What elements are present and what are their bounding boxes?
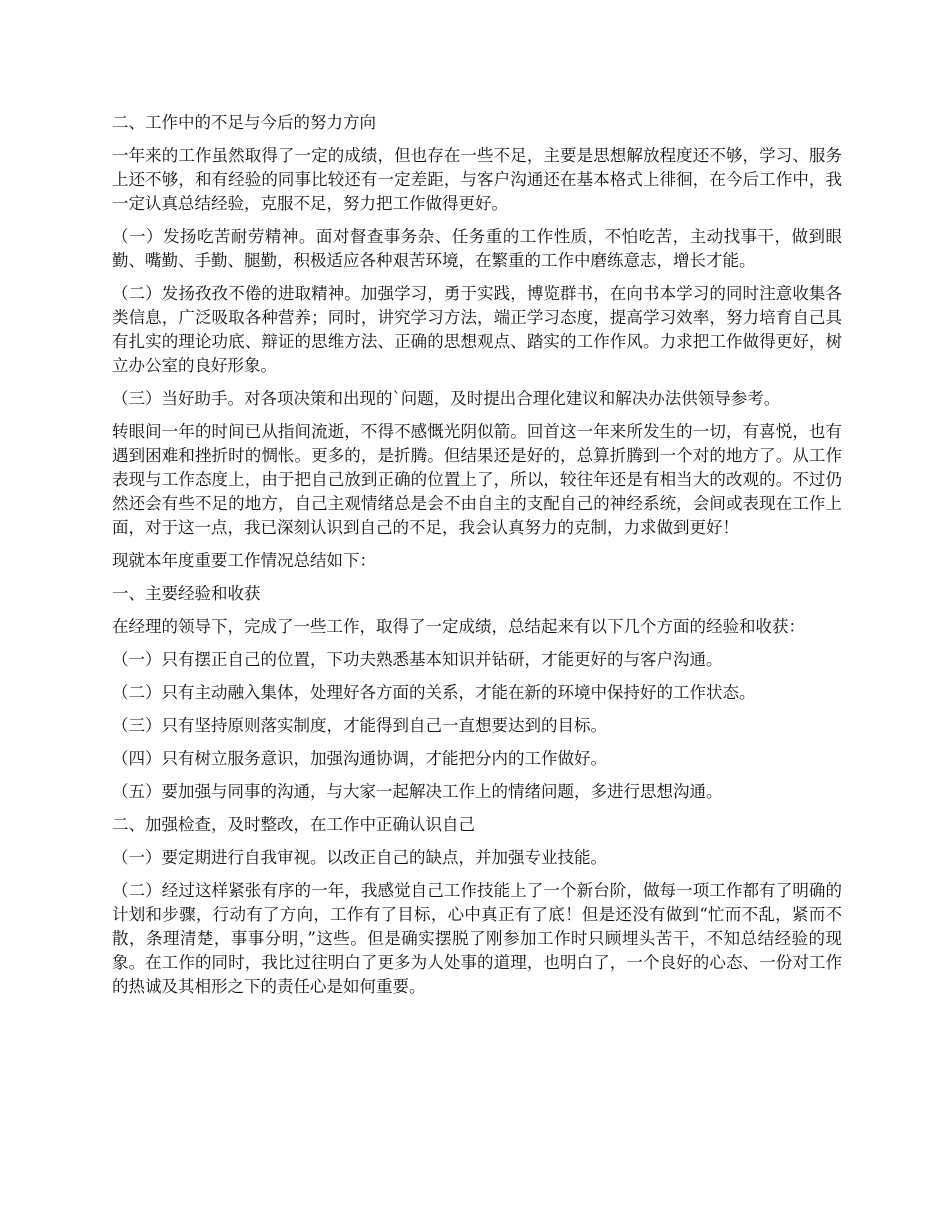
list-item-experience-1: （一）只有摆正自己的位置，下功夫熟悉基本知识并钻研，才能更好的与客户沟通。: [112, 650, 723, 669]
list-item-experience-4: （四）只有树立服务意识，加强沟通协调，才能把分内的工作做好。: [112, 749, 607, 768]
document-page: [112, 111, 842, 1008]
list-item-experience-2: （二）只有主动融入集体，处理好各方面的关系，才能在新的环境中保持好的工作状态。: [112, 683, 756, 702]
section-heading-inspection: 二、加强检查，及时整改，在工作中正确认识自己: [112, 815, 475, 834]
list-item-experience-3: （三）只有坚持原则落实制度，才能得到自己一直想要达到的目标。: [112, 716, 607, 735]
list-item-inspection-2: （二）经过这样紧张有序的一年，我感觉自己工作技能上了一个新台阶，做每一项工作都有了明确的计划和步骤，行动有了方向，工作有了目标，心中真正有了底！但是还没有做到“忙而不乱，紧而不散，条理清楚，事事分明，”这些。但是确实摆脱了刚参加工作时只顾埋头苦干，不知总结经验的现象。在工作的同时，我比过往明白了更多为人处事的道理，也明白了，一个良好的心态、一份对工作的热诚及其相形之下的责任心是如何重要。: [112, 881, 842, 996]
paragraph-item-2: （二）发扬孜孜不倦的进取精神。加强学习，勇于实践，博览群书，在向书本学习的同时注意收集各类信息，广泛吸取各种营养；同时，讲究学习方法，端正学习态度，提高学习效率，努力培育自己具有扎实的理论功底、辩证的思维方法、正确的思想观点、踏实的工作作风。力求把工作做得更好，树立办公室的良好形象。: [112, 284, 842, 375]
section-heading-experience: 一、主要经验和收获: [112, 584, 261, 603]
list-item-experience-5: （五）要加强与同事的沟通，与大家一起解决工作上的情绪问题，多进行思想沟通。: [112, 782, 723, 801]
paragraph-experience-intro: 在经理的领导下，完成了一些工作，取得了一定成绩，总结起来有以下几个方面的经验和收获：: [112, 617, 805, 636]
paragraph-summary-intro: 现就本年度重要工作情况总结如下：: [112, 551, 376, 570]
paragraph-year-review: 转眼间一年的时间已从指间流逝，不得不感慨光阴似箭。回首这一年来所发生的一切，有喜悦，也有遇到困难和挫折时的惆怅。更多的，是折腾。但结果还是好的，总算折腾到一个对的地方了。从工作表现与工作态度上，由于把自己放到正确的位置上了，所以，较往年还是有相当大的改观的。不过仍然还会有些不足的地方，自己主观情绪总是会不由自主的支配自己的神经系统，会间或表现在工作上面，对于这一点，我已深刻认识到自己的不足，我会认真努力的克制，力求做到更好！: [112, 422, 842, 537]
paragraph-shortcomings-summary: 一年来的工作虽然取得了一定的成绩，但也存在一些不足，主要是思想解放程度还不够，学习、服务上还不够，和有经验的同事比较还有一定差距，与客户沟通还在基本格式上徘徊，在今后工作中，我一定认真总结经验，克服不足，努力把工作做得更好。: [112, 146, 842, 213]
list-item-inspection-1: （一）要定期进行自我审视。以改正自己的缺点，并加强专业技能。: [112, 848, 607, 867]
section-heading-shortcomings: 二、工作中的不足与今后的努力方向: [112, 113, 376, 132]
paragraph-item-3: （三）当好助手。对各项决策和出现的`问题，及时提出合理化建议和解决办法供领导参考。: [112, 389, 781, 408]
paragraph-item-1: （一）发扬吃苦耐劳精神。面对督查事务杂、任务重的工作性质，不怕吃苦，主动找事干，做到眼勤、嘴勤、手勤、腿勤，积极适应各种艰苦环境，在繁重的工作中磨练意志，增长才能。: [112, 227, 842, 270]
